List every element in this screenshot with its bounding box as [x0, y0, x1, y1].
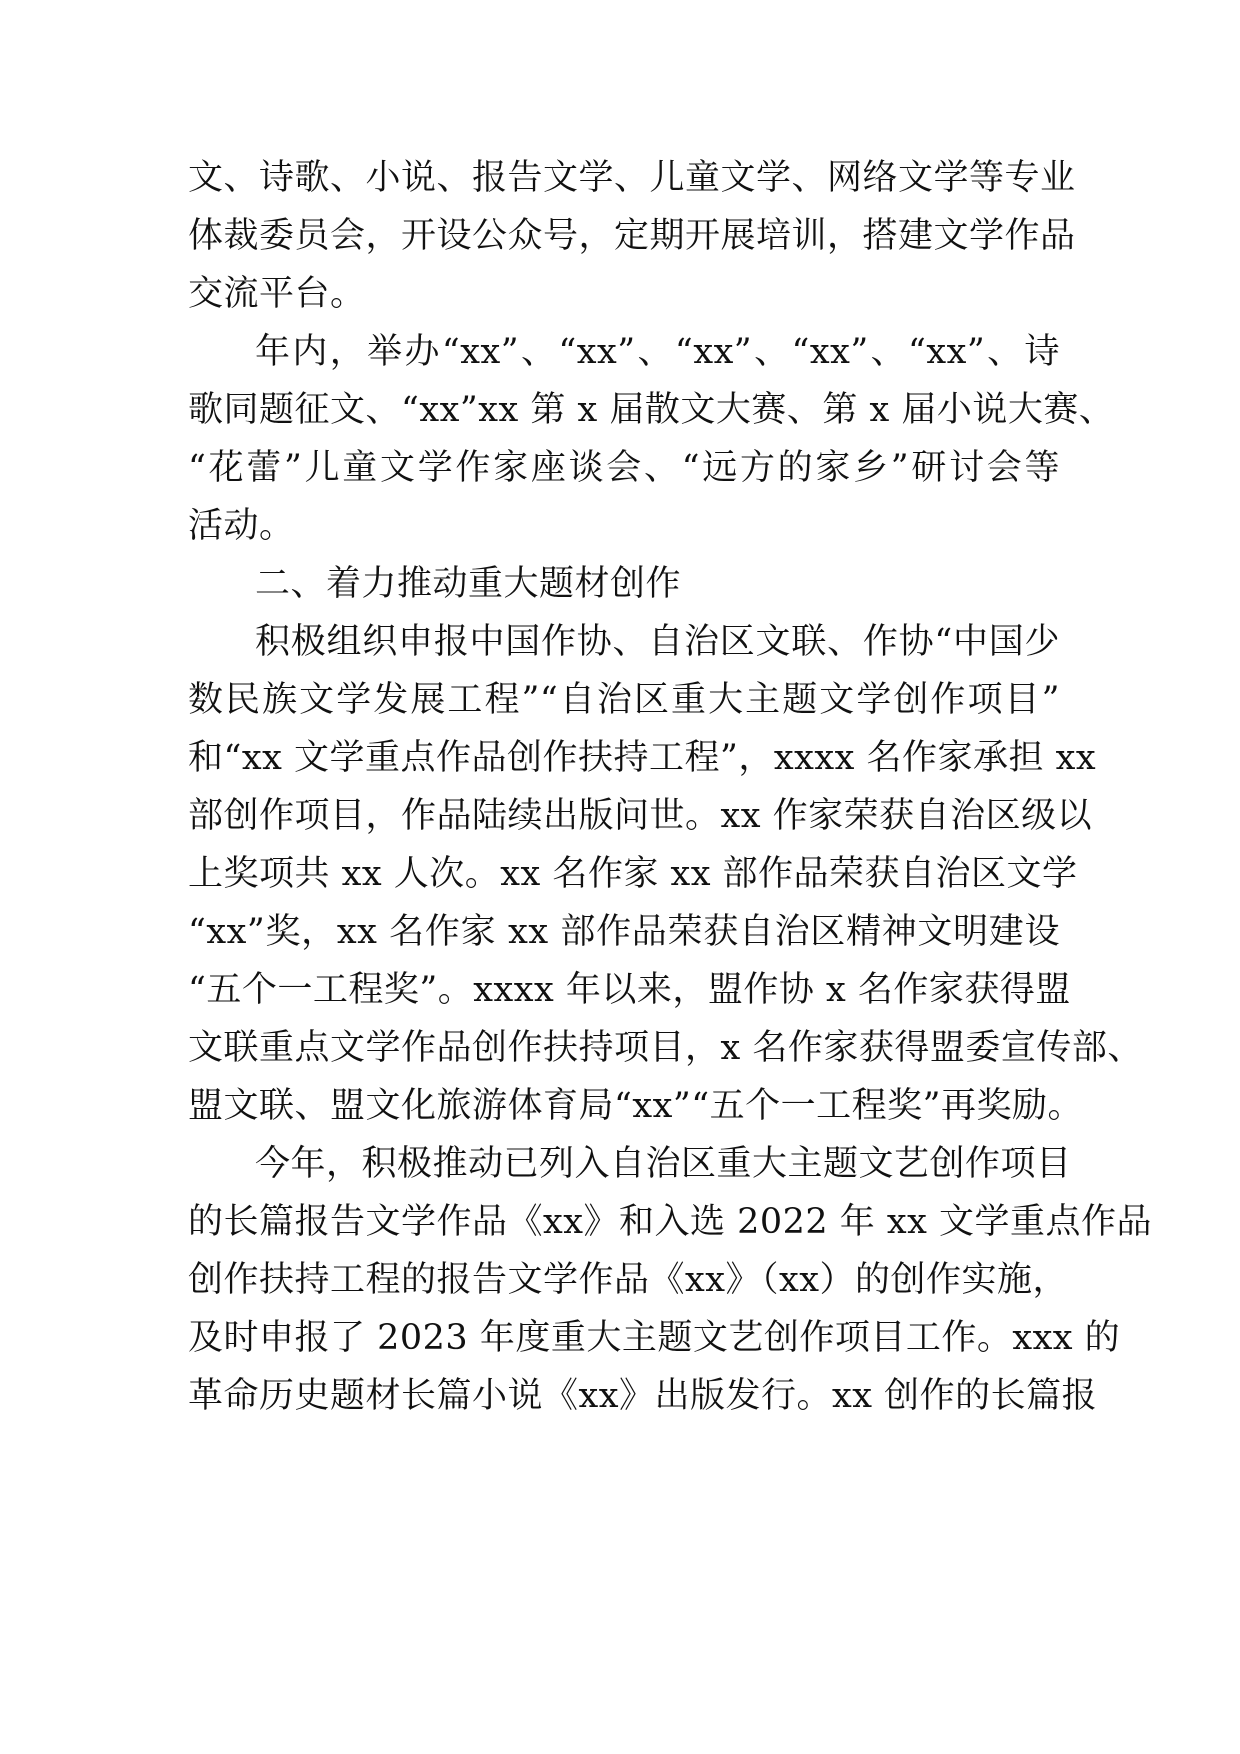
text-line: 体裁委员会，开设公众号，定期开展培训，搭建文学作品 — [188, 216, 1076, 256]
text-line: 数民族文学发展工程”“自治区重大主题文学创作项目” — [188, 680, 1060, 720]
text-line: “五个一工程奖”。xxxx 年以来，盟作协 x 名作家获得盟 — [188, 970, 1071, 1010]
text-line: 和“xx 文学重点作品创作扶持工程”，xxxx 名作家承担 xx — [188, 738, 1097, 778]
paragraph-first-line: 今年，积极推动已列入自治区重大主题文艺创作项目 — [255, 1144, 1072, 1184]
text-line: 文、诗歌、小说、报告文学、儿童文学、网络文学等专业 — [188, 158, 1076, 198]
text-line: 盟文联、盟文化旅游体育局“xx”“五个一工程奖”再奖励。 — [188, 1086, 1084, 1126]
text-line: 活动。 — [188, 506, 295, 546]
text-line: “xx”奖，xx 名作家 xx 部作品荣获自治区精神文明建设 — [188, 912, 1060, 952]
text-line: 文联重点文学作品创作扶持项目，x 名作家获得盟委宣传部、 — [188, 1028, 1143, 1068]
section-heading: 二、着力推动重大题材创作 — [255, 564, 682, 604]
paragraph-first-line: 积极组织申报中国作协、自治区文联、作协“中国少 — [255, 622, 1060, 662]
text-line: 上奖项共 xx 人次。xx 名作家 xx 部作品荣获自治区文学 — [188, 854, 1078, 894]
text-line: 部创作项目，作品陆续出版问世。xx 作家荣获自治区级以 — [188, 796, 1093, 836]
text-line: 歌同题征文、“xx”xx 第 x 届散文大赛、第 x 届小说大赛、 — [188, 390, 1115, 430]
text-line: “花蕾”儿童文学作家座谈会、“远方的家乡”研讨会等 — [188, 448, 1060, 488]
text-line: 的长篇报告文学作品《xx》和入选 2022 年 xx 文学重点作品 — [188, 1202, 1153, 1242]
text-line: 交流平台。 — [188, 274, 366, 314]
text-line: 及时申报了 2023 年度重大主题文艺创作项目工作。xxx 的 — [188, 1318, 1121, 1358]
text-line: 革命历史题材长篇小说《xx》出版发行。xx 创作的长篇报 — [188, 1376, 1098, 1416]
paragraph-first-line: 年内，举办“xx”、“xx”、“xx”、“xx”、“xx”、诗 — [255, 332, 1060, 372]
text-line: 创作扶持工程的报告文学作品《xx》（xx）的创作实施， — [188, 1260, 1068, 1300]
